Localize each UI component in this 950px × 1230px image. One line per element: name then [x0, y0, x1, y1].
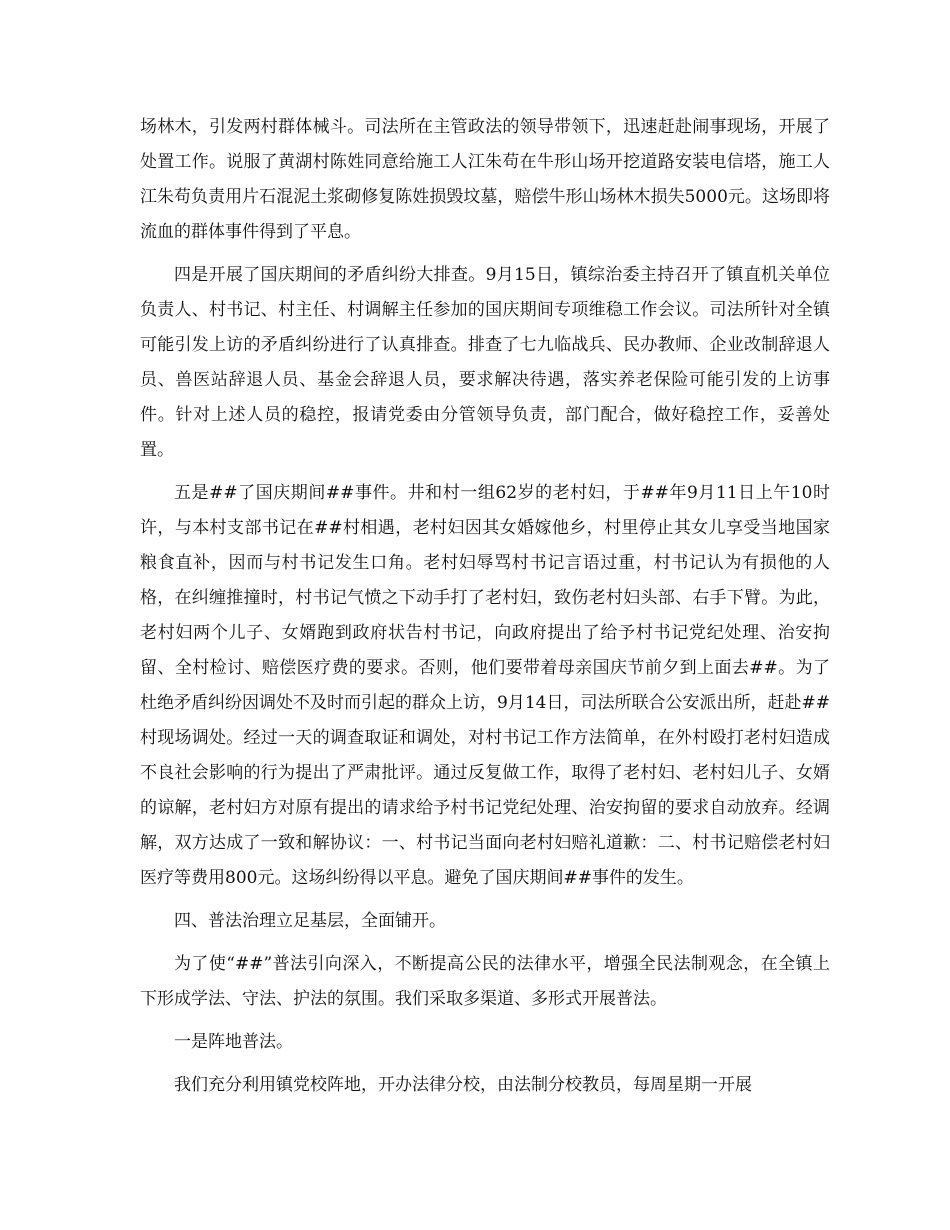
- document-body: [140, 110, 830, 1111]
- paragraph-legal-education-intro: 为了使“##”普法引向深入，不断提高公民的法律水平，增强全民法制观念，在全镇上下形成学法、守法、护法的氛围。我们采取多渠道、多形式开展普法。: [140, 954, 830, 1009]
- paragraph-continuation: 场林木，引发两村群体械斗。司法所在主管政法的领导带领下，迅速赶赴闹事现场，开展了处置工作。说服了黄湖村陈姓同意给施工人江朱苟在牛形山场开挖道路安装电信塔，施工人江朱苟负责用片石混泥土浆砌修复陈姓损毁坟墓，赔偿牛形山场林木损失5000元。这场即将流血的群体事件得到了平息。: [140, 117, 830, 242]
- subheading-position-education: 一是阵地普法。: [174, 1032, 293, 1052]
- paragraph-party-school: 我们充分利用镇党校阵地，开办法律分校，由法制分校教员，每周星期一开展: [174, 1075, 752, 1095]
- paragraph-dispute-screening: 四是开展了国庆期间的矛盾纠纷大排查。9月15日，镇综治委主持召开了镇直机关单位负责人、村书记、村主任、村调解主任参加的国庆期间专项维稳工作会议。司法所针对全镇可能引发上访的矛盾纠纷进行了认真排查。排查了七九临战兵、民办教师、企业改制辞退人员、兽医站辞退人员、基金会辞退人员，要求解决待遇，落实养老保险可能引发的上访事件。针对上述人员的稳控，报请党委由分管领导负责，部门配合，做好稳控工作，妥善处置。: [140, 265, 830, 460]
- section-heading-legal-education: 四、普法治理立足基层，全面铺开。: [174, 911, 446, 931]
- paragraph-incident-mediation: 五是##了国庆期间##事件。井和村一组62岁的老村妇，于##年9月11日上午10时许，与本村支部书记在##村相遇，老村妇因其女婚嫁他乡，村里停止其女儿享受当地国家粮食直补，因而与村书记发生口角。老村妇辱骂村书记言语过重，村书记认为有损他的人格，在纠缠推撞时，村书记气愤之下动手打了老村妇，致伤老村妇头部、右手下臂。为此，老村妇两个儿子、女婿跑到政府状告村书记，向政府提出了给予村书记党纪处理、治安拘留、全村检讨、赔偿医疗费的要求。否则，他们要带着母亲国庆节前夕到上面去##。为了杜绝矛盾纠纷因调处不及时而引起的群众上访，9月14日，司法所联合公安派出所，赶赴##村现场调处。经过一天的调查取证和调处，对村书记工作方法简单，在外村殴打老村妇造成不良社会影响的行为提出了严肃批评。通过反复做工作，取得了老村妇、老村妇儿子、女婿的谅解，老村妇方对原有提出的请求给予村书记党纪处理、治安拘留的要求自动放弃。经调解，双方达成了一致和解协议：一、村书记当面向老村妇赔礼道歉：二、村书记赔偿老村妇医疗等费用800元。这场纠纷得以平息。避免了国庆期间##事件的发生。: [140, 483, 830, 888]
